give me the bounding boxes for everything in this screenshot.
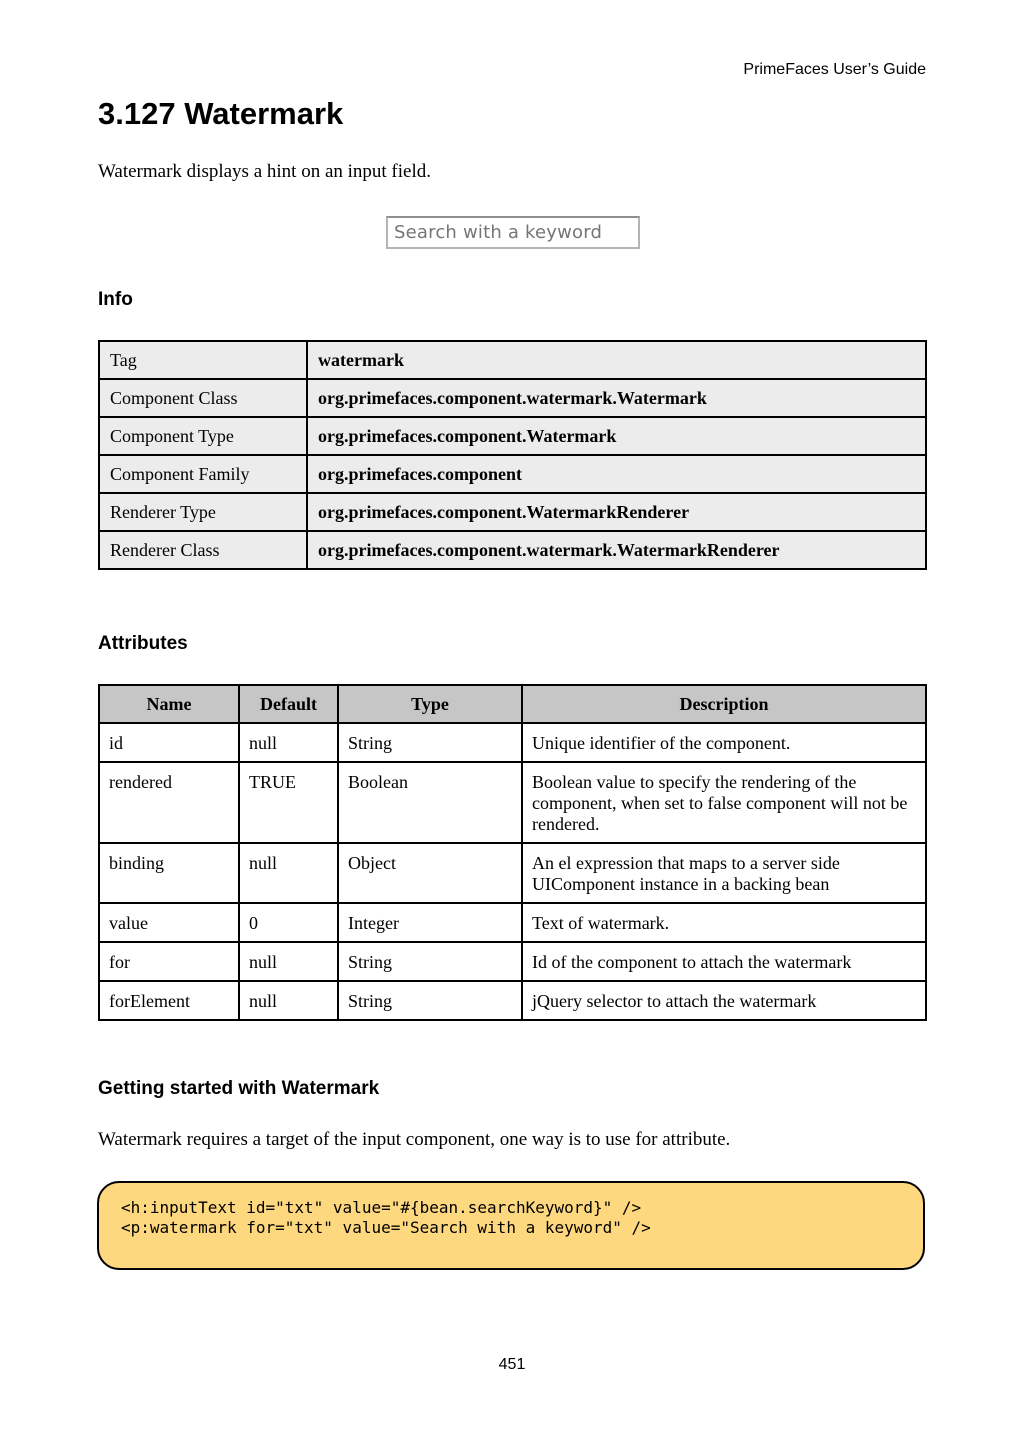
column-header-description: Description [522,685,926,723]
table-row [99,843,926,903]
table-row [99,981,926,1020]
table-row [99,903,926,942]
attribute-default: 0 [239,903,338,942]
page-title: 3.127 Watermark [98,96,344,131]
getting-started-text: Watermark requires a target of the input component, one way is to use for attribute. [98,1129,731,1150]
intro-text: Watermark displays a hint on an input field. [98,161,432,182]
table-row [99,762,926,843]
attribute-name: for [99,942,239,981]
info-heading: Info [98,289,133,310]
info-key: Tag [99,341,307,379]
attribute-description: Boolean value to specify the rendering of the component, when set to false component will not be rendered. [522,762,926,843]
attribute-description: Unique identifier of the component. [522,723,926,762]
info-key: Renderer Class [99,531,307,569]
info-value: org.primefaces.component.watermark.WatermarkRenderer [307,531,926,569]
attributes-table [98,684,927,1021]
attribute-default: null [239,843,338,903]
watermark-demo-input[interactable] [386,216,640,249]
info-row [99,341,926,379]
attribute-type: Boolean [338,762,522,843]
info-row [99,455,926,493]
attribute-type: String [338,942,522,981]
attributes-heading: Attributes [98,633,188,654]
info-row [99,493,926,531]
attribute-type: String [338,981,522,1020]
attribute-default: TRUE [239,762,338,843]
info-value: org.primefaces.component.watermark.Watermark [307,379,926,417]
getting-started-heading: Getting started with Watermark [98,1078,380,1099]
attribute-type: Object [338,843,522,903]
page-number: 451 [498,1356,526,1373]
table-row [99,942,926,981]
info-key: Component Class [99,379,307,417]
attribute-type: Integer [338,903,522,942]
info-row [99,531,926,569]
code-block: <h:inputText id="txt" value="#{bean.searchKeyword}" /> <p:watermark for="txt" value="Search with a keyword" /> [97,1181,925,1270]
attribute-description: jQuery selector to attach the watermark [522,981,926,1020]
info-value: org.primefaces.component.Watermark [307,417,926,455]
info-row [99,379,926,417]
info-key: Renderer Type [99,493,307,531]
column-header-default: Default [239,685,338,723]
info-key: Component Family [99,455,307,493]
running-header: PrimeFaces User’s Guide [743,61,926,78]
table-row [99,723,926,762]
attribute-name: value [99,903,239,942]
attribute-default: null [239,942,338,981]
info-value: watermark [307,341,926,379]
attributes-header-row [99,685,926,723]
attribute-name: forElement [99,981,239,1020]
attribute-description: Text of watermark. [522,903,926,942]
info-row [99,417,926,455]
info-value: org.primefaces.component [307,455,926,493]
attribute-default: null [239,981,338,1020]
column-header-name: Name [99,685,239,723]
attribute-default: null [239,723,338,762]
info-table [98,340,927,570]
attribute-name: id [99,723,239,762]
info-key: Component Type [99,417,307,455]
attribute-description: Id of the component to attach the watermark [522,942,926,981]
info-value: org.primefaces.component.WatermarkRenderer [307,493,926,531]
attribute-type: String [338,723,522,762]
column-header-type: Type [338,685,522,723]
attribute-name: binding [99,843,239,903]
attribute-description: An el expression that maps to a server side UIComponent instance in a backing bean [522,843,926,903]
attribute-name: rendered [99,762,239,843]
